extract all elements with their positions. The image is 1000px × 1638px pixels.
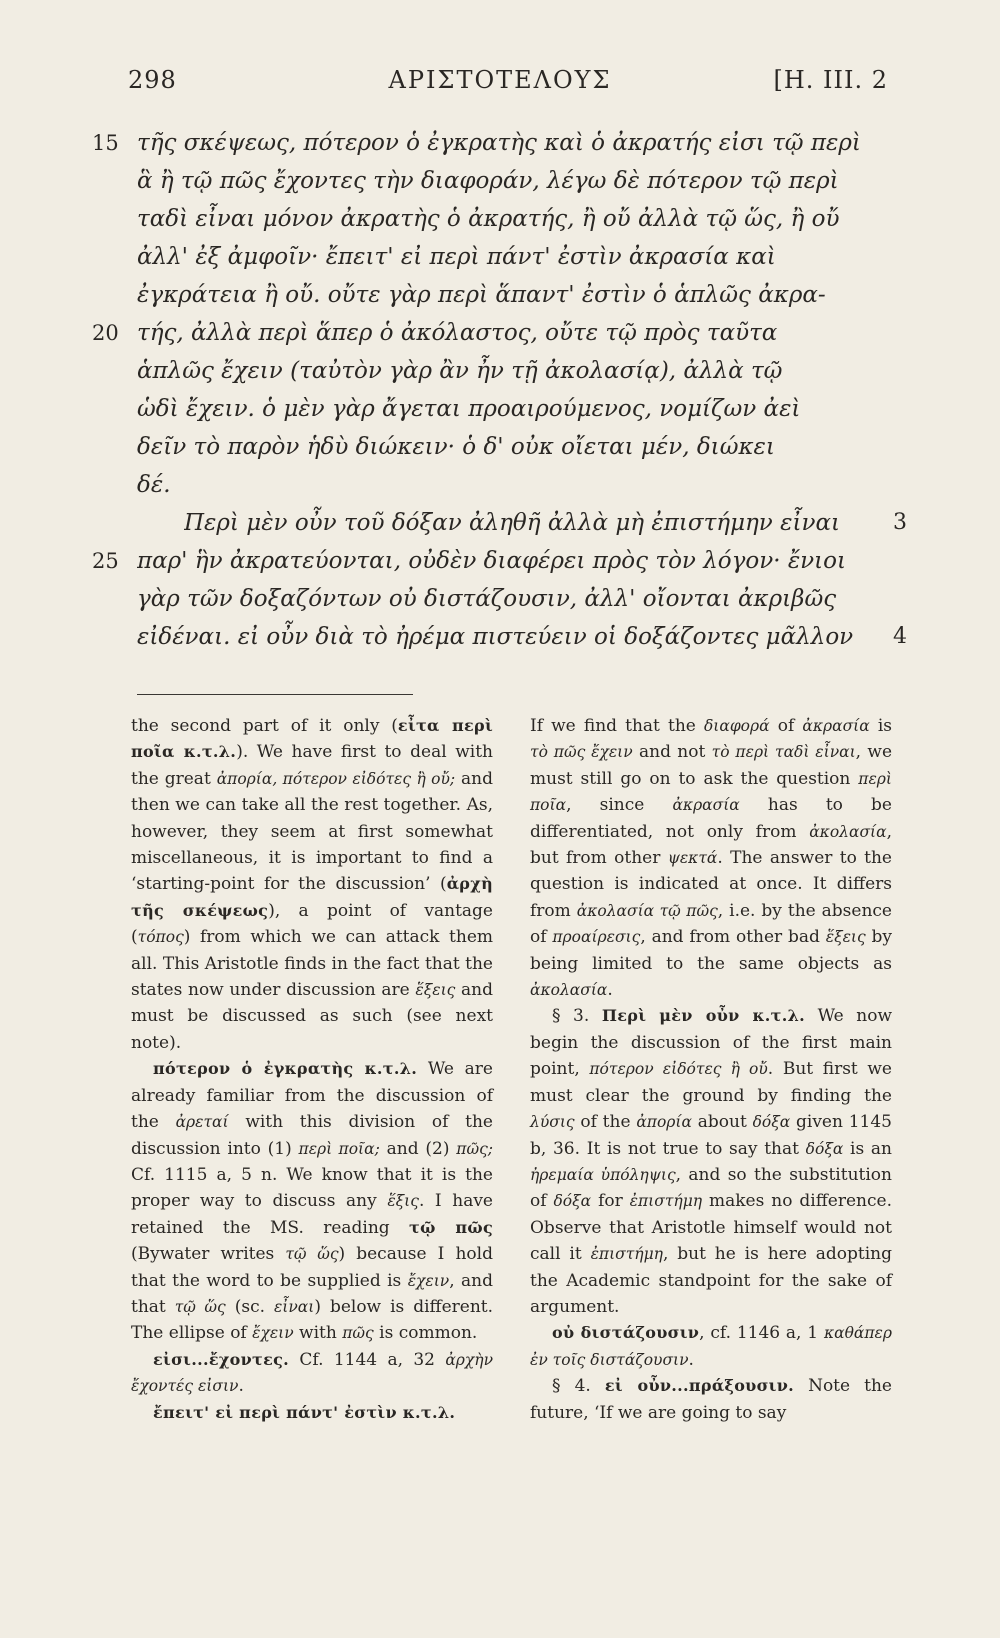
note-text: and (2): [379, 1138, 457, 1159]
note-text: .: [688, 1349, 694, 1370]
note-text: We now begin the discussion of the first main point,: [530, 1006, 893, 1080]
greek-term: ἀκολασία τῷ πῶς: [576, 901, 718, 920]
note-paragraph: [131, 1347, 493, 1400]
note-text: , and that: [131, 1270, 493, 1317]
greek-term: ἕξεις: [415, 981, 456, 1000]
note-paragraph: [131, 713, 493, 1056]
note-text: , we must still go on to ask the question: [530, 742, 893, 789]
lemma: εἰσι...ἔχοντες.: [153, 1349, 290, 1369]
greek-term: δόξα: [553, 1192, 592, 1211]
commentary-right-column: [530, 713, 892, 1426]
greek-term: ἐπιστήμη: [590, 1245, 663, 1264]
greek-term: λύσις: [530, 1113, 575, 1132]
greek-term: καθάπερ ἐν τοῖς διστάζουσιν: [530, 1324, 892, 1369]
note-paragraph: [131, 1400, 493, 1426]
note-text: has to be differentiated, not only from: [530, 795, 892, 842]
line-number: 20: [92, 321, 119, 345]
note-text: Cf. 1144 a, 32: [289, 1349, 446, 1370]
note-text: . The answer to the question is indicated at once. It differs from: [530, 848, 892, 921]
note-text: We are already familiar from the discussion of the: [131, 1059, 493, 1133]
greek-term: ἔχειν: [252, 1324, 294, 1343]
text-line: ἃ ἢ τῷ πῶς ἔχοντες τὴν διαφοράν, λέγω δὲ πότερον τῷ περὶ: [137, 168, 839, 194]
section-number: 3: [893, 510, 907, 535]
note-text: (sc.: [225, 1296, 274, 1317]
running-header: [0, 66, 1000, 106]
greek-term: ἀκολασία: [530, 981, 608, 1000]
note-text: with: [293, 1323, 343, 1344]
note-text: is: [869, 716, 892, 736]
text-line: παρ' ἣν ἀκρατεύονται, οὐδὲν διαφέρει πρὸς τὸν λόγον· ἔνιοι: [137, 548, 847, 574]
note-text: of: [769, 716, 803, 736]
text-line: εἰδέναι. εἰ οὖν διὰ τὸ ἠρέμα πιστεύειν οἱ δοξάζοντες μᾶλλον: [137, 624, 854, 650]
greek-term: τὸ πῶς ἔχειν: [530, 743, 633, 762]
greek-term: τῷ ὥς: [285, 1245, 339, 1264]
greek-term: πῶς;: [456, 1139, 493, 1158]
lemma: Περὶ μὲν οὖν κ.τ.λ.: [601, 1006, 806, 1026]
note-text: and then we can take all the rest together. As, however, they seem at first somewhat miscellaneous, it is important to find a ‘starting-point for the discussion’ (: [131, 768, 494, 895]
line-number: 15: [92, 131, 119, 155]
note-text: § 4.: [552, 1376, 605, 1397]
footnote-rule: [137, 694, 413, 695]
manuscript-abbrev: MS.: [270, 1217, 304, 1238]
note-text: is common.: [373, 1323, 478, 1344]
note-text: .: [607, 980, 613, 1001]
note-text: § 3.: [552, 1006, 602, 1027]
greek-term: περὶ ποῖα;: [298, 1139, 380, 1158]
greek-term: ἐπιστήμη: [629, 1192, 703, 1211]
greek-term: ἕξεις: [825, 928, 866, 947]
greek-term: δόξα: [752, 1113, 791, 1132]
note-text: the second part of it only (: [131, 716, 398, 736]
text-line: ἀλλ' ἐξ ἀμφοῖν· ἔπειτ' εἰ περὶ πάντ' ἐστὶν ἀκρασία καὶ: [137, 244, 776, 270]
greek-term: πότερον εἰδότες ἢ οὔ: [589, 1060, 768, 1079]
lemma: εἶτα περὶ ποῖα κ.τ.λ.: [131, 716, 494, 762]
note-text: , i.e. by the absence of: [530, 900, 892, 948]
greek-term: πῶς: [342, 1324, 374, 1343]
greek-term: ἀρεταί: [175, 1113, 229, 1132]
lemma: οὐ διστάζουσιν: [552, 1323, 700, 1343]
greek-term: τόπος: [137, 928, 184, 947]
greek-term: διαφορά: [703, 717, 770, 735]
note-paragraph: [530, 1320, 892, 1373]
note-text: by being limited to the same objects as: [530, 927, 893, 974]
greek-term: ἀπορία: [636, 1113, 692, 1132]
greek-term: ἀκρασία: [802, 717, 870, 735]
greek-term: περὶ ποῖα: [530, 769, 892, 815]
greek-term: δόξα: [805, 1139, 844, 1158]
note-text: .: [238, 1376, 244, 1397]
note-text: ), a point of vantage (: [131, 900, 493, 948]
lemma: τῷ πῶς: [409, 1217, 494, 1237]
text-line: τής, ἀλλὰ περὶ ἅπερ ὁ ἀκόλαστος, οὔτε τῷ πρὸς ταῦτα: [137, 320, 778, 346]
text-line: ἐγκράτεια ἢ οὔ. οὔτε γὰρ περὶ ἅπαντ' ἐστὶν ὁ ἁπλῶς ἀκρα-: [137, 282, 826, 308]
lemma: ἀρχὴ τῆς σκέψεως: [131, 874, 493, 920]
note-text: for: [591, 1191, 630, 1212]
note-text: ) below is different. The ellipse of: [131, 1296, 494, 1344]
lemma: ἔπειτ' εἰ περὶ πάντ' ἐστὶν κ.τ.λ.: [153, 1402, 456, 1422]
text-line: δεῖν τὸ παρὸν ἡδὺ διώκειν· ὁ δ' οὐκ οἴεται μέν, διώκει: [137, 434, 775, 460]
greek-term: ἀκρασία: [672, 796, 740, 815]
note-text: (Bywater writes: [131, 1244, 286, 1265]
line-number: 25: [92, 549, 119, 573]
running-title: ΑΡΙΣΤΟΤΕΛΟΥΣ: [388, 66, 612, 94]
note-text: makes no difference. Observe that Aristotle himself would not call it: [530, 1191, 892, 1265]
greek-term: ἔχειν: [407, 1271, 450, 1290]
note-text: ) from which we can attack them all. This Aristotle finds in the fact that the states now under discussion are: [131, 927, 493, 1001]
note-text: reading: [303, 1217, 410, 1238]
lemma: εἰ οὖν...πράξουσιν.: [604, 1376, 794, 1396]
greek-term: ψεκτά: [667, 849, 718, 868]
greek-term: εἶναι: [273, 1297, 315, 1316]
note-text: , since: [566, 795, 673, 816]
text-line: ἁπλῶς ἔχειν (ταὐτὸν γὰρ ἂν ἦν τῇ ἀκολασίᾳ), ἀλλὰ τῷ: [137, 358, 783, 384]
note-paragraph: [131, 1056, 493, 1346]
note-text: Cf. 1115 a, 5 n. We know that it is the proper way to discuss any: [131, 1164, 493, 1212]
text-line: ταδὶ εἶναι μόνον ἀκρατὴς ὁ ἀκρατής, ἢ οὔ ἀλλὰ τῷ ὥς, ἢ οὔ: [137, 206, 840, 232]
commentary-left-column: [131, 713, 493, 1426]
text-line: τῆς σκέψεως, πότερον ὁ ἐγκρατὴς καὶ ὁ ἀκρατής εἰσι τῷ περὶ: [137, 130, 861, 156]
note-text: . But first we must clear the ground by finding the: [530, 1059, 892, 1106]
greek-term: τὸ περὶ ταδὶ εἶναι: [711, 743, 856, 762]
note-paragraph: [530, 713, 892, 1003]
note-text: ) because I hold that the word to be supplied is: [131, 1244, 493, 1291]
note-text: given 1145 b, 36. It is not true to say that: [530, 1112, 892, 1159]
text-line: γὰρ τῶν δοξαζόντων οὐ διστάζουσιν, ἀλλ' οἴονται ἀκριβῶς: [137, 586, 837, 612]
note-paragraph: [530, 1003, 892, 1320]
greek-term: ἀπορία, πότερον εἰδότες ἢ οὔ;: [216, 769, 456, 788]
note-text: , and so the substitution of: [530, 1164, 892, 1212]
note-text: , but he is here adopting the Academic standpoint for the sake of argument.: [530, 1244, 893, 1317]
note-text: , but from other: [530, 821, 892, 869]
greek-term: ἀρχὴν ἔχοντές εἰσιν: [131, 1350, 493, 1396]
section-reference: [H. III. 2: [773, 66, 888, 94]
note-text: Note the future, ‘If we are going to say: [530, 1376, 892, 1423]
greek-term: τῷ ὥς: [174, 1297, 226, 1316]
note-text: about: [691, 1112, 753, 1133]
note-text: with this division of the discussion into (1): [131, 1112, 493, 1159]
note-paragraph: [530, 1373, 892, 1426]
greek-term: ἠρεμαία ὑπόληψις: [530, 1165, 676, 1184]
text-line: ὡδὶ ἔχειν. ὁ μὲν γὰρ ἄγεται προαιρούμενος, νομίζων ἀεὶ: [137, 396, 801, 422]
note-text: , cf. 1146 a, 1: [699, 1323, 824, 1344]
note-text: and not: [632, 742, 712, 763]
lemma: πότερον ὁ ἐγκρατὴς κ.τ.λ.: [153, 1059, 418, 1079]
note-text: is an: [843, 1138, 892, 1159]
note-text: of the: [574, 1112, 637, 1133]
note-text: , and from other bad: [640, 927, 826, 948]
note-text: and must be discussed as such (see next note).: [131, 980, 493, 1053]
greek-term: ἕξις: [387, 1192, 419, 1211]
note-text: If we find that the: [530, 716, 704, 736]
text-line: Περὶ μὲν οὖν τοῦ δόξαν ἀληθῆ ἀλλὰ μὴ ἐπιστήμην εἶναι: [184, 510, 840, 536]
greek-term: ἀκολασία: [809, 822, 887, 841]
text-line: δέ.: [137, 472, 171, 498]
page-number: 298: [128, 66, 177, 94]
section-number: 4: [893, 624, 907, 649]
note-text: ). We have first to deal with the great: [131, 742, 493, 789]
note-text: . I have retained the: [131, 1191, 493, 1238]
greek-term: προαίρεσις: [552, 928, 641, 947]
